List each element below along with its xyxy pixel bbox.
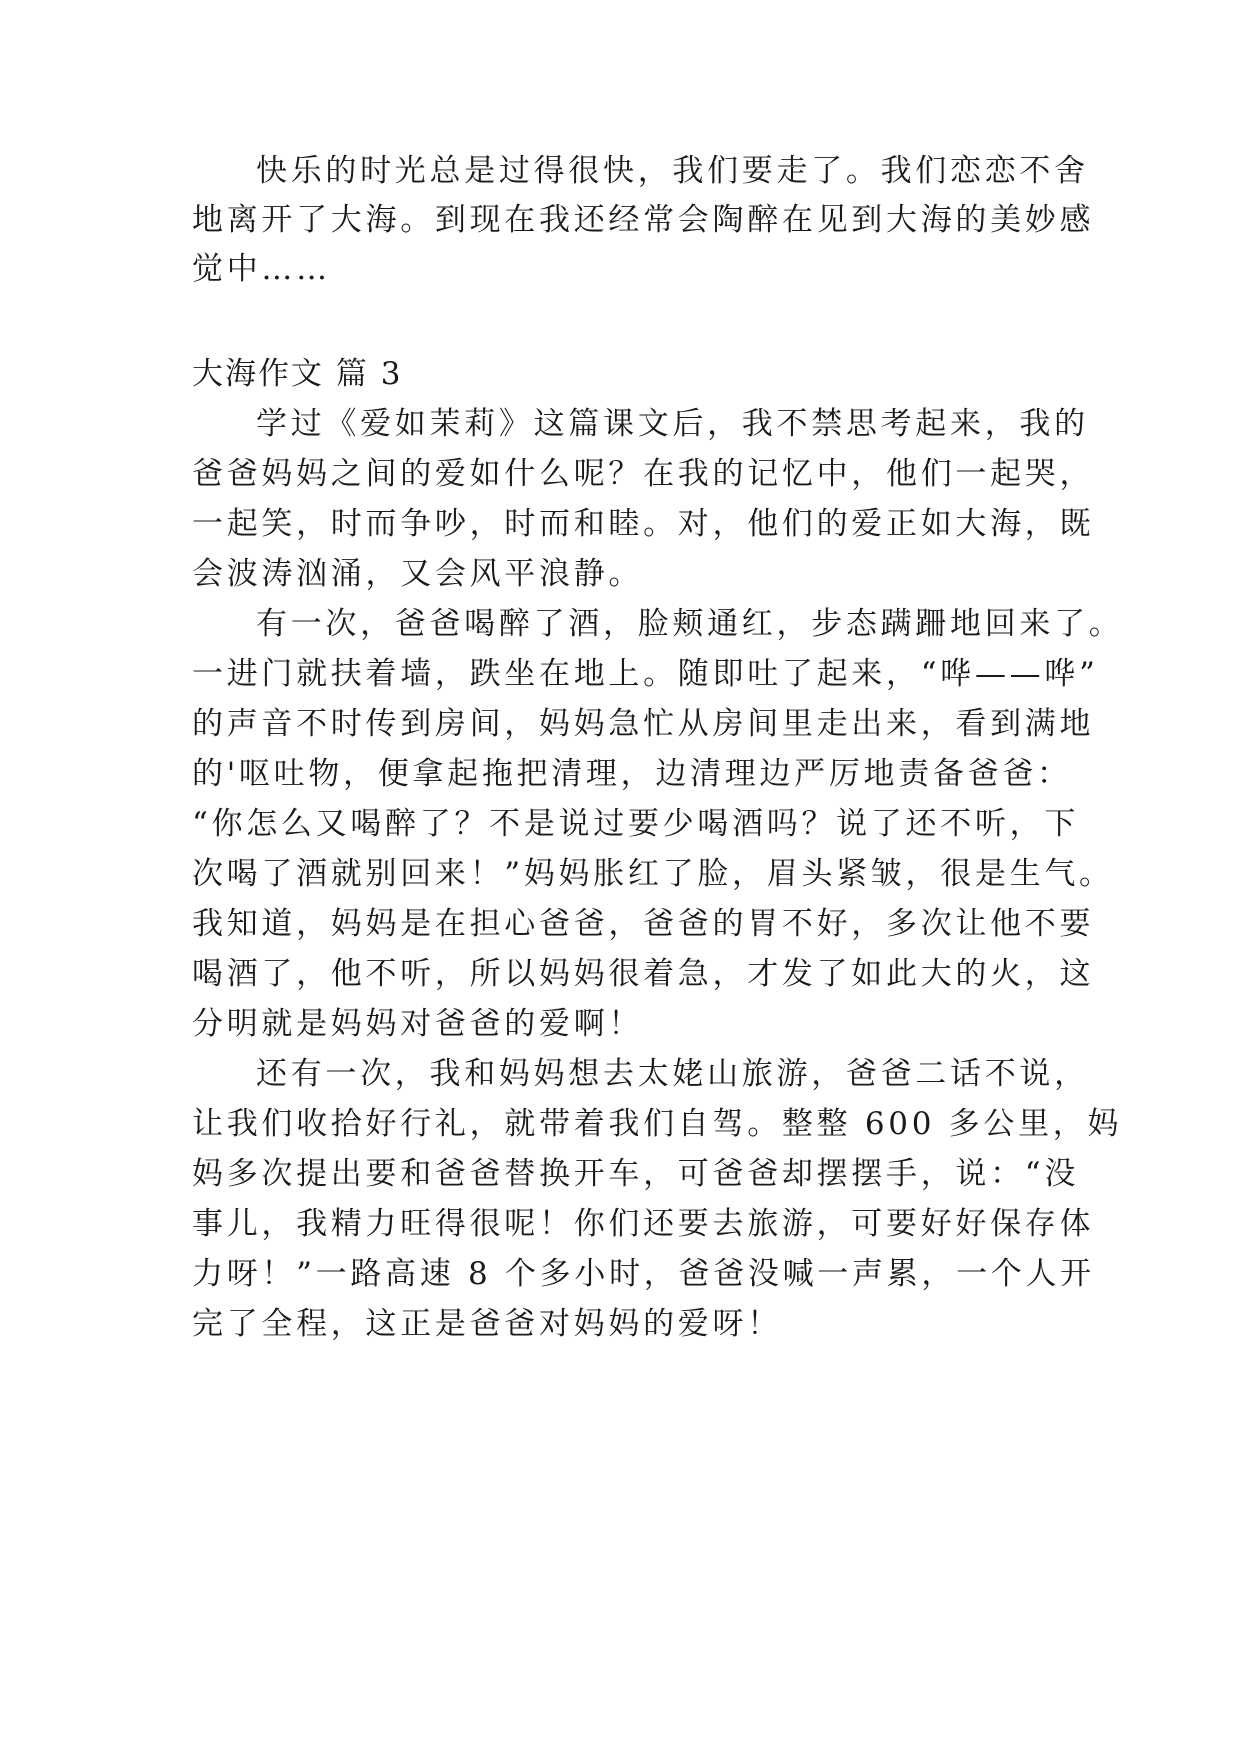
paragraph-line: 力呀！”一路高速 8 个多小时，爸爸没喊一声累，一个人开: [192, 1256, 1095, 1292]
paragraph-line: 妈多次提出要和爸爸替换开车，可爸爸却摆摆手，说：“没: [192, 1156, 1080, 1192]
paragraph-line: 快乐的时光总是过得很快，我们要走了。我们恋恋不舍: [256, 153, 1089, 189]
paragraph-line: 的声音不时传到房间，妈妈急忙从房间里走出来，看到满地: [192, 706, 1095, 742]
paragraph-line: 学过《爱如茉莉》这篇课文后，我不禁思考起来，我的: [256, 406, 1089, 442]
document-page: [192, 0, 1124, 1754]
paragraph-line: “你怎么又喝醉了？不是说过要少喝酒吗？说了还不听，下: [192, 806, 1080, 842]
paragraph-line: 会波涛汹涌，又会风平浪静。: [192, 556, 644, 592]
paragraph-line: 的'呕吐物，便拿起拖把清理，边清理边严厉地责备爸爸：: [192, 756, 1072, 792]
paragraph-line: 一起笑，时而争吵，时而和睦。对，他们的爱正如大海，既: [192, 506, 1095, 542]
paragraph-line: 喝酒了，他不听，所以妈妈很着急，才发了如此大的火，这: [192, 956, 1095, 992]
paragraph-line: 让我们收拾好行礼，就带着我们自驾。整整 600 多公里，妈: [192, 1106, 1123, 1142]
paragraph-line: 完了全程，这正是爸爸对妈妈的爱呀！: [192, 1306, 782, 1342]
paragraph-line: 还有一次，我和妈妈想去太姥山旅游，爸爸二话不说，: [256, 1056, 1089, 1092]
paragraph-line: 觉中……: [192, 251, 331, 287]
paragraph-line: 事儿，我精力旺得很呢！你们还要去旅游，可要好好保存体: [192, 1206, 1095, 1242]
paragraph-line: 有一次，爸爸喝醉了酒，脸颊通红，步态蹒跚地回来了。: [256, 606, 1124, 642]
paragraph-line: 我知道，妈妈是在担心爸爸，爸爸的胃不好，多次让他不要: [192, 906, 1095, 942]
paragraph-line: 分明就是妈妈对爸爸的爱啊！: [192, 1006, 644, 1042]
paragraph-line: 一进门就扶着墙，跌坐在地上。随即吐了起来，“哗——哗”: [192, 656, 1099, 692]
paragraph-line: 爸爸妈妈之间的爱如什么呢？在我的记忆中，他们一起哭，: [192, 456, 1095, 492]
paragraph-line: 次喝了酒就别回来！”妈妈胀红了脸，眉头紧皱，很是生气。: [192, 856, 1114, 892]
section-title: 大海作文 篇 3: [192, 356, 403, 392]
paragraph-line: 地离开了大海。到现在我还经常会陶醉在见到大海的美妙感: [192, 202, 1095, 238]
